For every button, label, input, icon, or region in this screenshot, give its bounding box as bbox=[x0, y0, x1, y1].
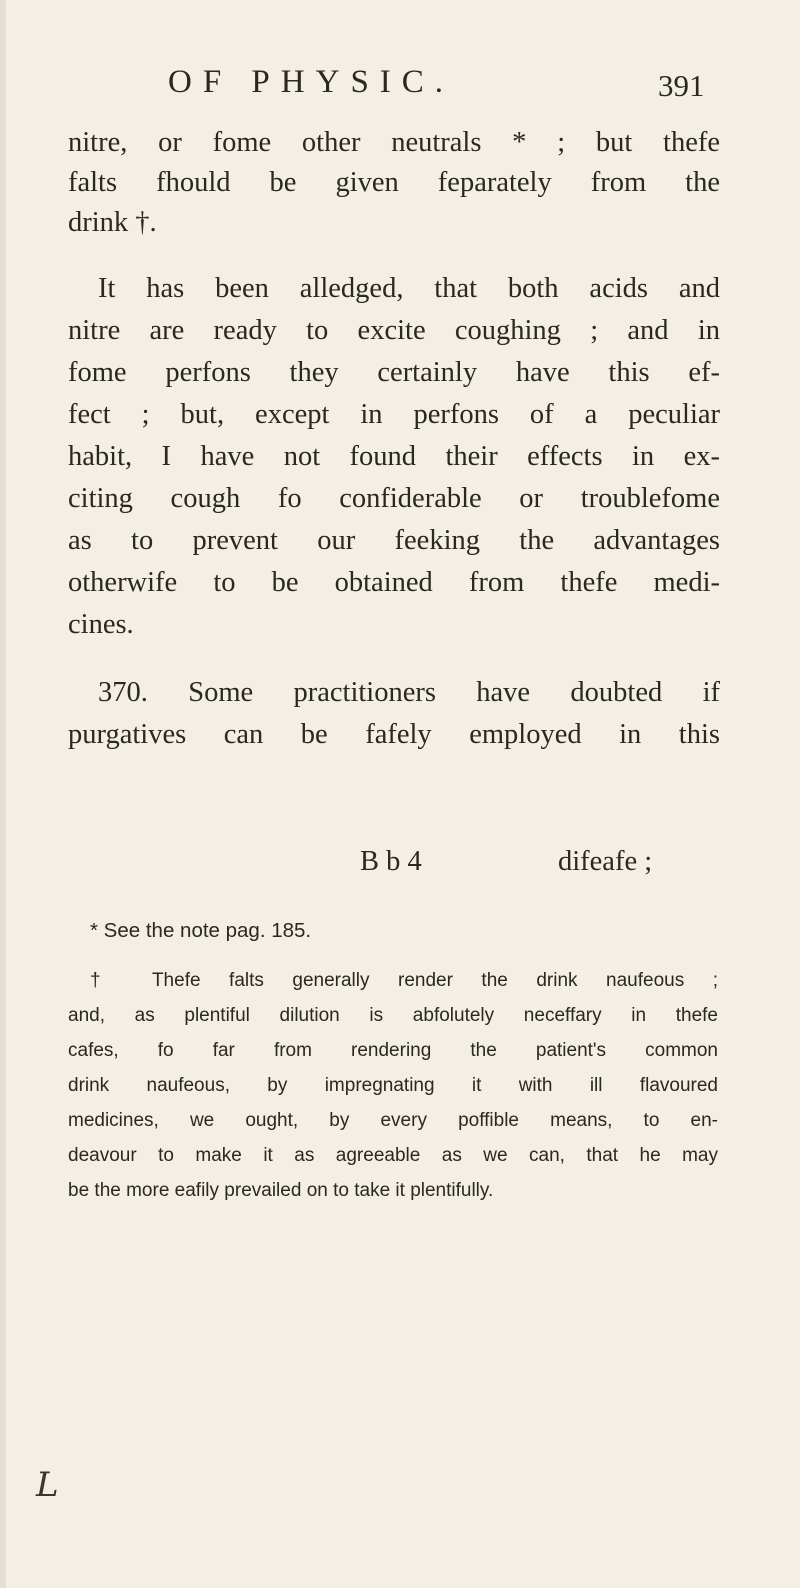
footnote-line: medicines, we ought, by every poffible means, to en- bbox=[68, 1110, 718, 1131]
body-line: It has been alledged, that both acids and bbox=[98, 273, 720, 304]
margin-mark: L bbox=[36, 1465, 59, 1505]
signature-mark: B b 4 bbox=[360, 846, 422, 877]
body-line: falts fhould be given feparately from the bbox=[68, 167, 720, 198]
running-title: OF PHYSIC. bbox=[168, 64, 455, 100]
catchword: difeafe ; bbox=[558, 846, 653, 877]
body-line: fome perfons they certainly have this ef- bbox=[68, 357, 720, 388]
footnote-line: be the more eafily prevailed on to take it plentifully. bbox=[68, 1180, 494, 1201]
footnote-line: and, as plentiful dilution is abfolutely neceffary in thefe bbox=[68, 1005, 718, 1026]
page-edge bbox=[0, 0, 6, 1588]
body-line: cines. bbox=[68, 609, 134, 640]
body-line: habit, I have not found their effects in ex- bbox=[68, 441, 720, 472]
footnote-line: cafes, fo far from rendering the patient's common bbox=[68, 1040, 718, 1061]
body-line: purgatives can be fafely employed in this bbox=[68, 719, 720, 750]
footnote-line: † Thefe falts generally render the drink naufeous ; bbox=[90, 970, 718, 991]
body-line: nitre are ready to excite coughing ; and in bbox=[68, 315, 720, 346]
body-line: fect ; but, except in perfons of a peculiar bbox=[68, 399, 720, 430]
body-line: drink †. bbox=[68, 207, 157, 238]
body-line: citing cough fo confiderable or troublefome bbox=[68, 483, 720, 514]
running-head bbox=[0, 64, 800, 104]
body-line: otherwife to be obtained from thefe medi- bbox=[68, 567, 720, 598]
body-line: as to prevent our feeking the advantages bbox=[68, 525, 720, 556]
page-number: 391 bbox=[658, 68, 705, 103]
footnote-line: deavour to make it as agreeable as we can, that he may bbox=[68, 1145, 718, 1166]
footnote-star: * See the note pag. 185. bbox=[90, 919, 312, 942]
body-line: nitre, or fome other neutrals * ; but thefe bbox=[68, 127, 720, 158]
footnote-line: drink naufeous, by impregnating it with ill flavoured bbox=[68, 1075, 718, 1096]
body-line: 370. Some practitioners have doubted if bbox=[98, 677, 720, 708]
